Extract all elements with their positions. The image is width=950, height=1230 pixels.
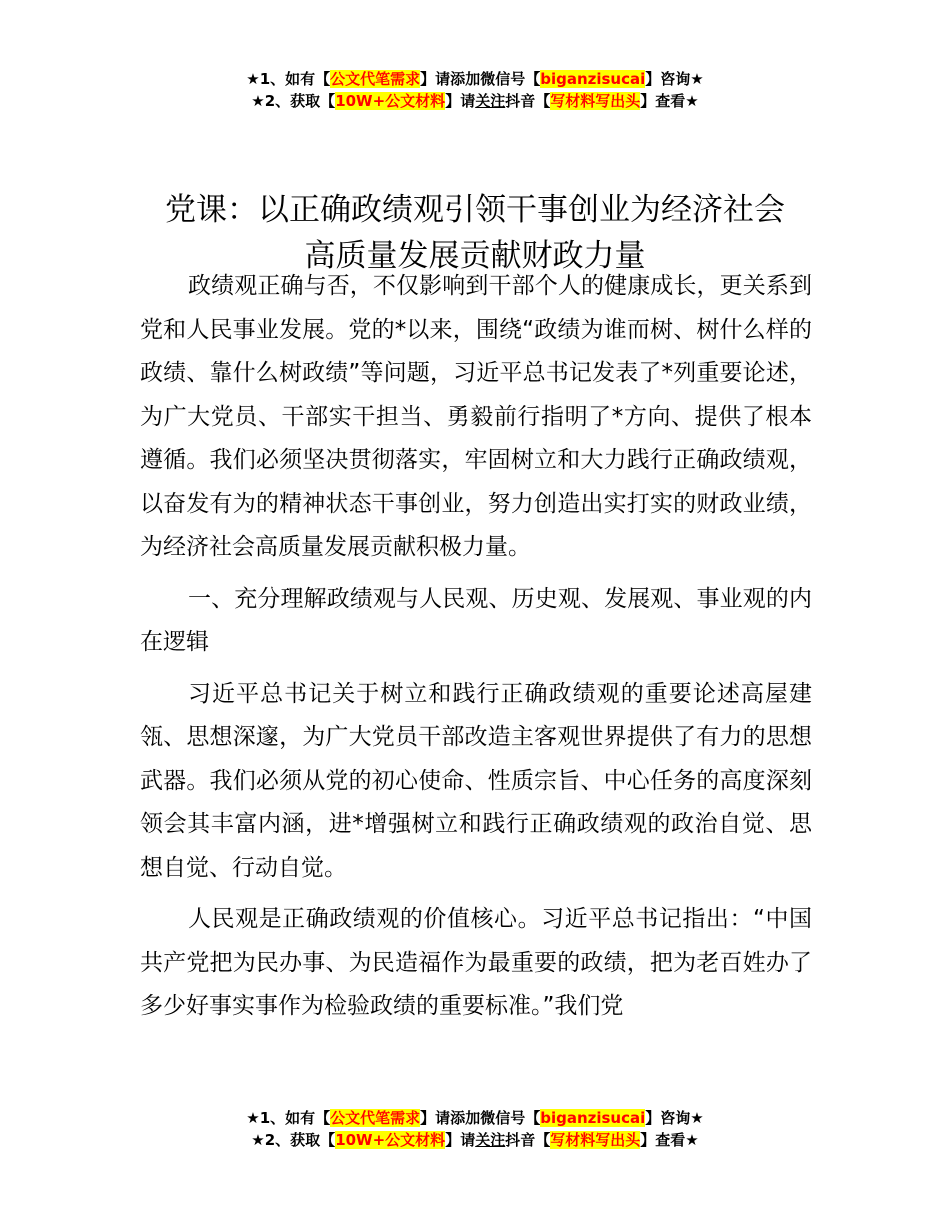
- banner-text: 微信号【: [480, 70, 541, 88]
- section-heading: 一、充分理解政绩观与人民观、历史观、发展观、事业观的内在逻辑: [140, 585, 812, 655]
- banner-text: 微信号【: [480, 1109, 541, 1127]
- paragraph: 习近平总书记关于树立和践行正确政绩观的重要论述高屋建瓴、思想深邃，为广大党员干部改造主客观世界提供了有力的思想武器。我们必须从党的初心使命、性质宗旨、中心任务的高度深刻领会其丰富内涵，进*增强树立和践行正确政绩观的政治自觉、思想自觉、行动自觉。: [140, 680, 812, 881]
- banner-underlined-text: 关注: [475, 92, 506, 110]
- banner-text: 抖音【: [505, 92, 551, 110]
- banner-highlight: biganzisucai: [540, 70, 646, 88]
- banner-text: 】查看★: [640, 1131, 699, 1149]
- banner-highlight: 公文代笔需求: [330, 70, 421, 88]
- banner-line-2: [0, 90, 950, 112]
- banner-highlight: 写材料写出头: [550, 92, 641, 110]
- banner-text: ★2、获取【: [251, 1131, 336, 1149]
- banner-text: 加: [465, 1109, 481, 1127]
- banner-text: 】咨询★: [645, 70, 704, 88]
- banner-highlight: biganzisucai: [540, 1109, 646, 1127]
- banner-highlight: 公文代笔需求: [330, 1109, 421, 1127]
- banner-text: ★1、如有【: [246, 1109, 331, 1127]
- banner-text: 】请: [445, 92, 476, 110]
- banner-text: ★2、获取【: [251, 92, 336, 110]
- banner-text: 加: [465, 70, 481, 88]
- banner-line-1: [0, 68, 950, 90]
- banner-highlight: 10W+公文材料: [335, 1131, 446, 1149]
- banner-underlined-text: 关注: [475, 1131, 506, 1149]
- banner-highlight: 写材料写出头: [550, 1131, 641, 1149]
- banner-text: 】请添: [420, 1109, 466, 1127]
- title-line-2: 高质量发展贡献财政力量: [304, 237, 646, 274]
- banner-text: 】咨询★: [645, 1109, 704, 1127]
- banner-line-1: [0, 1107, 950, 1129]
- banner-text: 】请添: [420, 70, 466, 88]
- banner-text: ★1、如有【: [246, 70, 331, 88]
- title-line-1: 党课：以正确政绩观引领干事创业为经济社会: [165, 191, 785, 228]
- paragraph: 人民观是正确政绩观的价值核心。习近平总书记指出：“中国共产党把为民办事、为民造福作为最重要的政绩，把为老百姓办了多少好事实事作为检验政绩的重要标准。”我们党: [140, 906, 812, 1019]
- document-body: [140, 265, 812, 1037]
- banner-text: 抖音【: [505, 1131, 551, 1149]
- footer-banner: [0, 1107, 950, 1151]
- banner-text: 】查看★: [640, 92, 699, 110]
- banner-text: 】请: [445, 1131, 476, 1149]
- paragraph: 政绩观正确与否，不仅影响到干部个人的健康成长，更关系到党和人民事业发展。党的*以来，围绕“政绩为谁而树、树什么样的政绩、靠什么树政绩”等问题，习近平总书记发表了*列重要论述，为广大党员、干部实干担当、勇毅前行指明了*方向、提供了根本遵循。我们必须坚决贯彻落实，牢固树立和大力践行正确政绩观，以奋发有为的精神状态干事创业，努力创造出实打实的财政业绩，为经济社会高质量发展贡献积极力量。: [140, 273, 812, 560]
- header-banner: [0, 68, 950, 112]
- banner-highlight: 10W+公文材料: [335, 92, 446, 110]
- banner-line-2: [0, 1129, 950, 1151]
